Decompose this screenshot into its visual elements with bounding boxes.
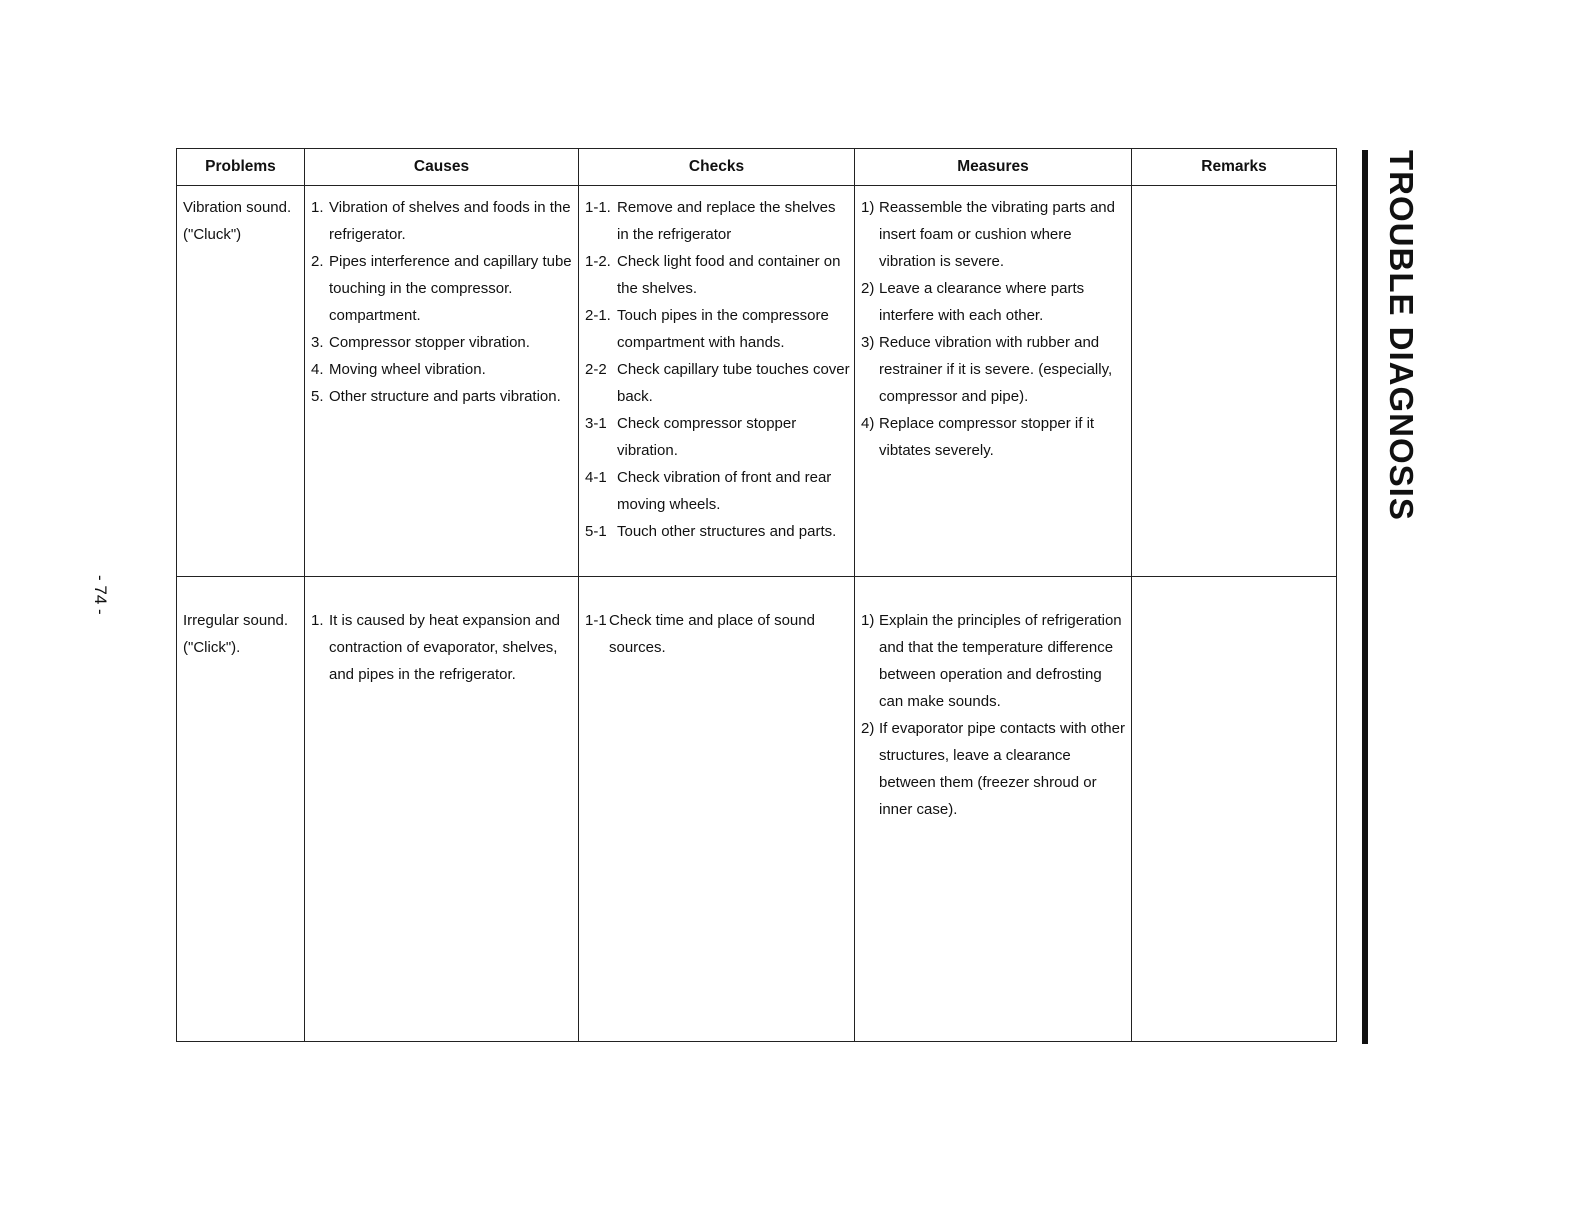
list-item: 4. Moving wheel vibration.	[311, 361, 486, 378]
list-item: 5-1 Touch other structures and parts.	[585, 523, 837, 540]
checks-cell	[579, 186, 855, 577]
causes-cell	[305, 186, 579, 577]
trouble-diagnosis-table	[176, 148, 1337, 1042]
header-causes: Causes	[305, 149, 579, 186]
problem-cell	[177, 577, 305, 1042]
problem-cell	[177, 186, 305, 577]
list-item: 1) Explain the principles of refrigeration and that the temperature difference between operation and defrosting can make sounds.	[861, 612, 1122, 710]
list-item: 4) Replace compressor stopper if it vibtates severely.	[861, 415, 1095, 459]
page-number: - 74 -	[91, 575, 110, 615]
problem-name: Irregular sound.	[183, 612, 289, 629]
measures-cell	[855, 186, 1132, 577]
problem-name: Vibration sound.	[183, 199, 292, 216]
remarks-cell	[1132, 577, 1337, 1042]
header-measures: Measures	[855, 149, 1132, 186]
list-item: 4-1 Check vibration of front and rear moving wheels.	[585, 469, 832, 513]
measures-cell	[855, 577, 1132, 1042]
problem-sound: ("Click").	[183, 639, 241, 656]
list-item: 1-1 Check time and place of sound sources.	[585, 612, 815, 656]
list-item: 2) If evaporator pipe contacts with other structures, leave a clearance between them (freezer shroud or inner case).	[861, 720, 1125, 818]
section-divider	[1362, 150, 1368, 1044]
table-row	[177, 186, 1337, 577]
list-item: 1-2. Check light food and container on the shelves.	[585, 253, 841, 297]
table-row	[177, 577, 1337, 1042]
section-title: TROUBLE DIAGNOSIS	[1383, 150, 1420, 521]
list-item: 1. It is caused by heat expansion and contraction of evaporator, shelves, and pipes in the refrigerator.	[311, 612, 560, 683]
list-item: 3) Reduce vibration with rubber and restrainer if it is severe. (especially, compressor and pipe).	[861, 334, 1113, 405]
checks-cell	[579, 577, 855, 1042]
problem-sound: ("Cluck")	[183, 226, 242, 243]
list-item: 2-2 Check capillary tube touches cover back.	[585, 361, 850, 405]
list-item: 1) Reassemble the vibrating parts and insert foam or cushion where vibration is severe.	[861, 199, 1115, 270]
remarks-cell	[1132, 186, 1337, 577]
list-item: 2-1. Touch pipes in the compressore compartment with hands.	[585, 307, 829, 351]
list-item: 3. Compressor stopper vibration.	[311, 334, 530, 351]
causes-cell	[305, 577, 579, 1042]
list-item: 5. Other structure and parts vibration.	[311, 388, 561, 405]
list-item: 2. Pipes interference and capillary tube touching in the compressor. compartment.	[311, 253, 572, 324]
header-problems: Problems	[177, 149, 305, 186]
header-checks: Checks	[579, 149, 855, 186]
list-item: 1. Vibration of shelves and foods in the refrigerator.	[311, 199, 571, 243]
list-item: 2) Leave a clearance where parts interfere with each other.	[861, 280, 1085, 324]
header-row	[177, 149, 1337, 186]
list-item: 1-1. Remove and replace the shelves in the refrigerator	[585, 199, 836, 243]
header-remarks: Remarks	[1132, 149, 1337, 186]
list-item: 3-1 Check compressor stopper vibration.	[585, 415, 797, 459]
